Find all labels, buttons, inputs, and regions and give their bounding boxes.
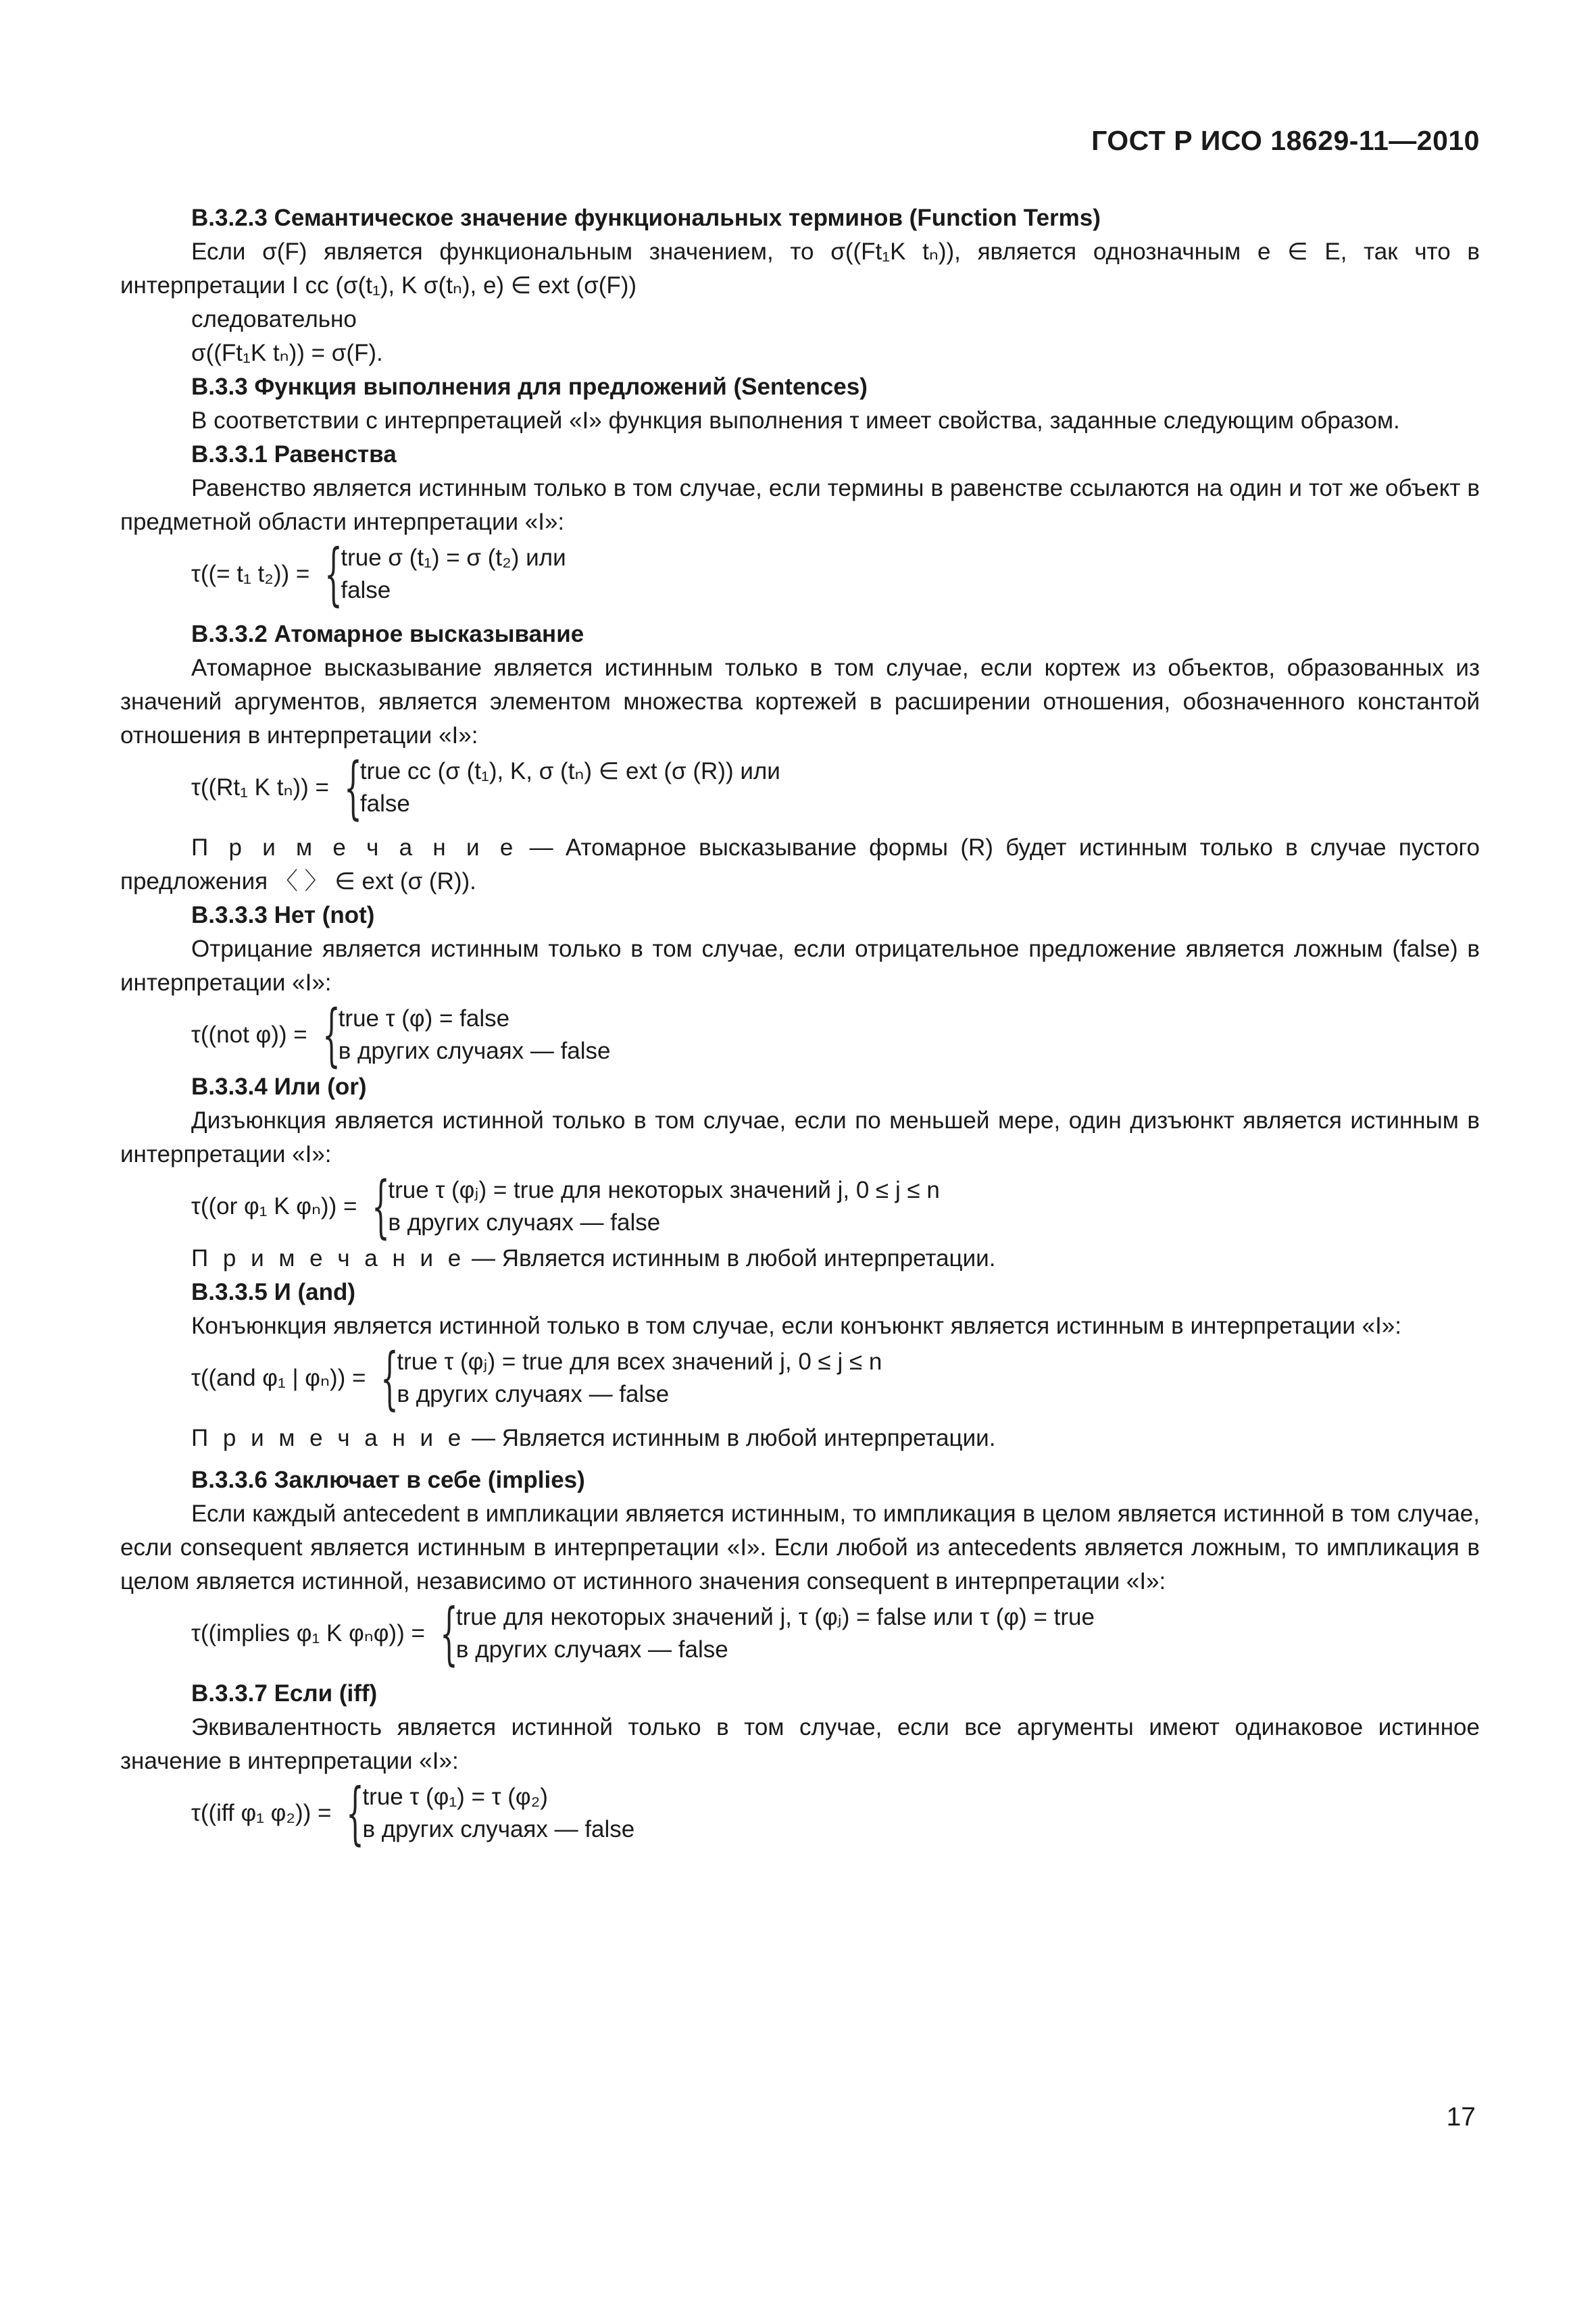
formula-lhs: τ((Rt₁ K tₙ)) = — [191, 774, 329, 801]
section-heading: В.3.3.2 Атомарное высказывание — [191, 621, 584, 647]
page-number: 17 — [1446, 2103, 1476, 2132]
formula-cases — [397, 1346, 882, 1411]
section-heading: В.3.3.4 Или (or) — [191, 1074, 367, 1100]
formula-lhs: τ((iff φ₁ φ₂)) = — [191, 1800, 332, 1826]
formula-case: в других случаях — false — [388, 1209, 661, 1236]
formula-implies — [191, 1594, 1480, 1673]
formula-case: true τ (φ) = false — [338, 1005, 510, 1032]
formula-cases — [360, 755, 780, 820]
formula-case: в других случаях — false — [362, 1816, 635, 1842]
paragraph: В соответствии с интерпретацией «I» функция выполнения τ имеет свойства, заданные следующим образом. — [191, 407, 1400, 434]
formula-case: false — [359, 790, 410, 817]
paragraph: Если каждый antecedent в импликации является истинным, то импликация в целом является истинной в том случае, если consequent является истинным в интерпретации «I». Если любой из antecedents является ложным, то импликация в целом является истинной, независимо от истинного значения consequent в интерпретации «I»: — [120, 1501, 1480, 1594]
left-brace-icon: { — [324, 534, 343, 613]
left-brace-icon: { — [322, 995, 341, 1074]
formula-atomic — [191, 748, 1480, 827]
formula-cases — [362, 1781, 634, 1846]
formula-and — [191, 1338, 1480, 1417]
paragraph: Атомарное высказывание является истинным только в том случае, если кортеж из объектов, образованных из значений аргументов, является элементом множества кортежей в расширении отношения, обозначенного константой отношения в интерпретации «I»: — [120, 655, 1480, 749]
formula-case: true σ (t₁) = σ (t₂) или — [341, 545, 566, 571]
section-heading: В.3.2.3 Семантическое значение функциональных терминов (Function Terms) — [191, 205, 1101, 231]
section-heading: В.3.3 Функция выполнения для предложений (Sentences) — [191, 374, 868, 400]
formula-case: в других случаях — false — [455, 1636, 728, 1663]
formula-case: true τ (φⱼ) = true для некоторых значений j, 0 ≤ j ≤ n — [388, 1177, 940, 1203]
section-heading: В.3.3.3 Нет (not) — [191, 902, 375, 928]
note-text: — Является истинным в любой интерпретации. — [465, 1245, 996, 1272]
formula-cases — [341, 542, 566, 607]
paragraph: Если σ(F) является функциональным значением, то σ((Ft₁K tₙ)), является однозначным е ∈ Е, так что в интерпретации I сс (σ(t₁), K σ(tₙ), е) ∈ ext (σ(F)) — [120, 238, 1480, 299]
formula-case: true для некоторых значений j, τ (φⱼ) = false или τ (φ) = true — [455, 1604, 1095, 1630]
text-line: следовательно — [191, 306, 357, 332]
paragraph: Равенство является истинным только в том случае, если термины в равенстве ссылаются на один и тот же объект в предметной области интерпретации «I»: — [120, 475, 1480, 535]
left-brace-icon: { — [346, 1774, 365, 1853]
formula-case: в других случаях — false — [338, 1038, 611, 1064]
left-brace-icon: { — [380, 1338, 399, 1417]
paragraph: Дизъюнкция является истинной только в том случае, если по меньшей мере, один дизъюнкт является истинным в интерпретации «I»: — [120, 1107, 1480, 1167]
left-brace-icon: { — [440, 1594, 458, 1673]
left-brace-icon: { — [372, 1167, 391, 1246]
formula-case: true τ (φ₁) = τ (φ₂) — [362, 1784, 548, 1810]
formula-or — [191, 1167, 1480, 1246]
note — [120, 1422, 1480, 1455]
note-label: П р и м е ч а н и е — [191, 1245, 466, 1272]
formula-lhs: τ((and φ₁ | φₙ)) = — [191, 1365, 366, 1391]
document-body — [120, 201, 1480, 1853]
formula-case: false — [341, 577, 391, 603]
formula-lhs: τ((implies φ₁ K φₙφ)) = — [191, 1620, 425, 1646]
formula-case: true сс (σ (t₁), K, σ (tₙ) ∈ ext (σ (R)) или — [359, 758, 780, 784]
note-label: П р и м е ч а н и е — [191, 834, 518, 861]
formula-not — [191, 995, 1480, 1074]
note-text: — Атомарное высказывание формы (R) будет истинным только в случае пустого предложения 〈 〉 ∈ ext (σ (R)). — [120, 834, 1480, 895]
paragraph: Эквивалентность является истинной только в том случае, если все аргументы имеют одинаковое истинное значение в интерпретации «I»: — [120, 1714, 1480, 1774]
formula-lhs: τ((or φ₁ K φₙ)) = — [191, 1193, 357, 1219]
document-header: ГОСТ Р ИСО 18629-11—2010 — [1091, 125, 1480, 156]
formula-cases — [456, 1601, 1095, 1666]
formula-lhs: τ((= t₁ t₂)) = — [191, 561, 310, 587]
section-heading: В.3.3.5 И (and) — [191, 1279, 355, 1305]
section-heading: В.3.3.1 Равенства — [191, 441, 397, 468]
formula-line: σ((Ft₁K tₙ)) = σ(F). — [191, 340, 383, 366]
formula-iff — [191, 1774, 1480, 1853]
formula-case: true τ (φⱼ) = true для всех значений j, 0 ≤ j ≤ n — [397, 1349, 882, 1375]
left-brace-icon: { — [344, 748, 362, 827]
note — [120, 831, 1480, 899]
formula-cases — [388, 1174, 939, 1239]
paragraph: Конъюнкция является истинной только в том случае, если конъюнкт является истинным в интерпретации «I»: — [191, 1313, 1401, 1339]
formula-lhs: τ((not φ)) = — [191, 1022, 307, 1048]
paragraph: Отрицание является истинным только в том случае, если отрицательное предложение является ложным (false) в интерпретации «I»: — [120, 936, 1480, 996]
formula-equality — [191, 534, 1480, 613]
formula-cases — [339, 1003, 611, 1067]
note — [120, 1242, 1480, 1276]
section-heading: В.3.3.6 Заключает в себе (implies) — [191, 1467, 585, 1493]
note-label: П р и м е ч а н и е — [191, 1425, 466, 1451]
note-text: — Является истинным в любой интерпретации. — [465, 1425, 996, 1451]
formula-case: в других случаях — false — [397, 1381, 670, 1407]
section-heading: В.3.3.7 Если (iff) — [191, 1680, 378, 1707]
